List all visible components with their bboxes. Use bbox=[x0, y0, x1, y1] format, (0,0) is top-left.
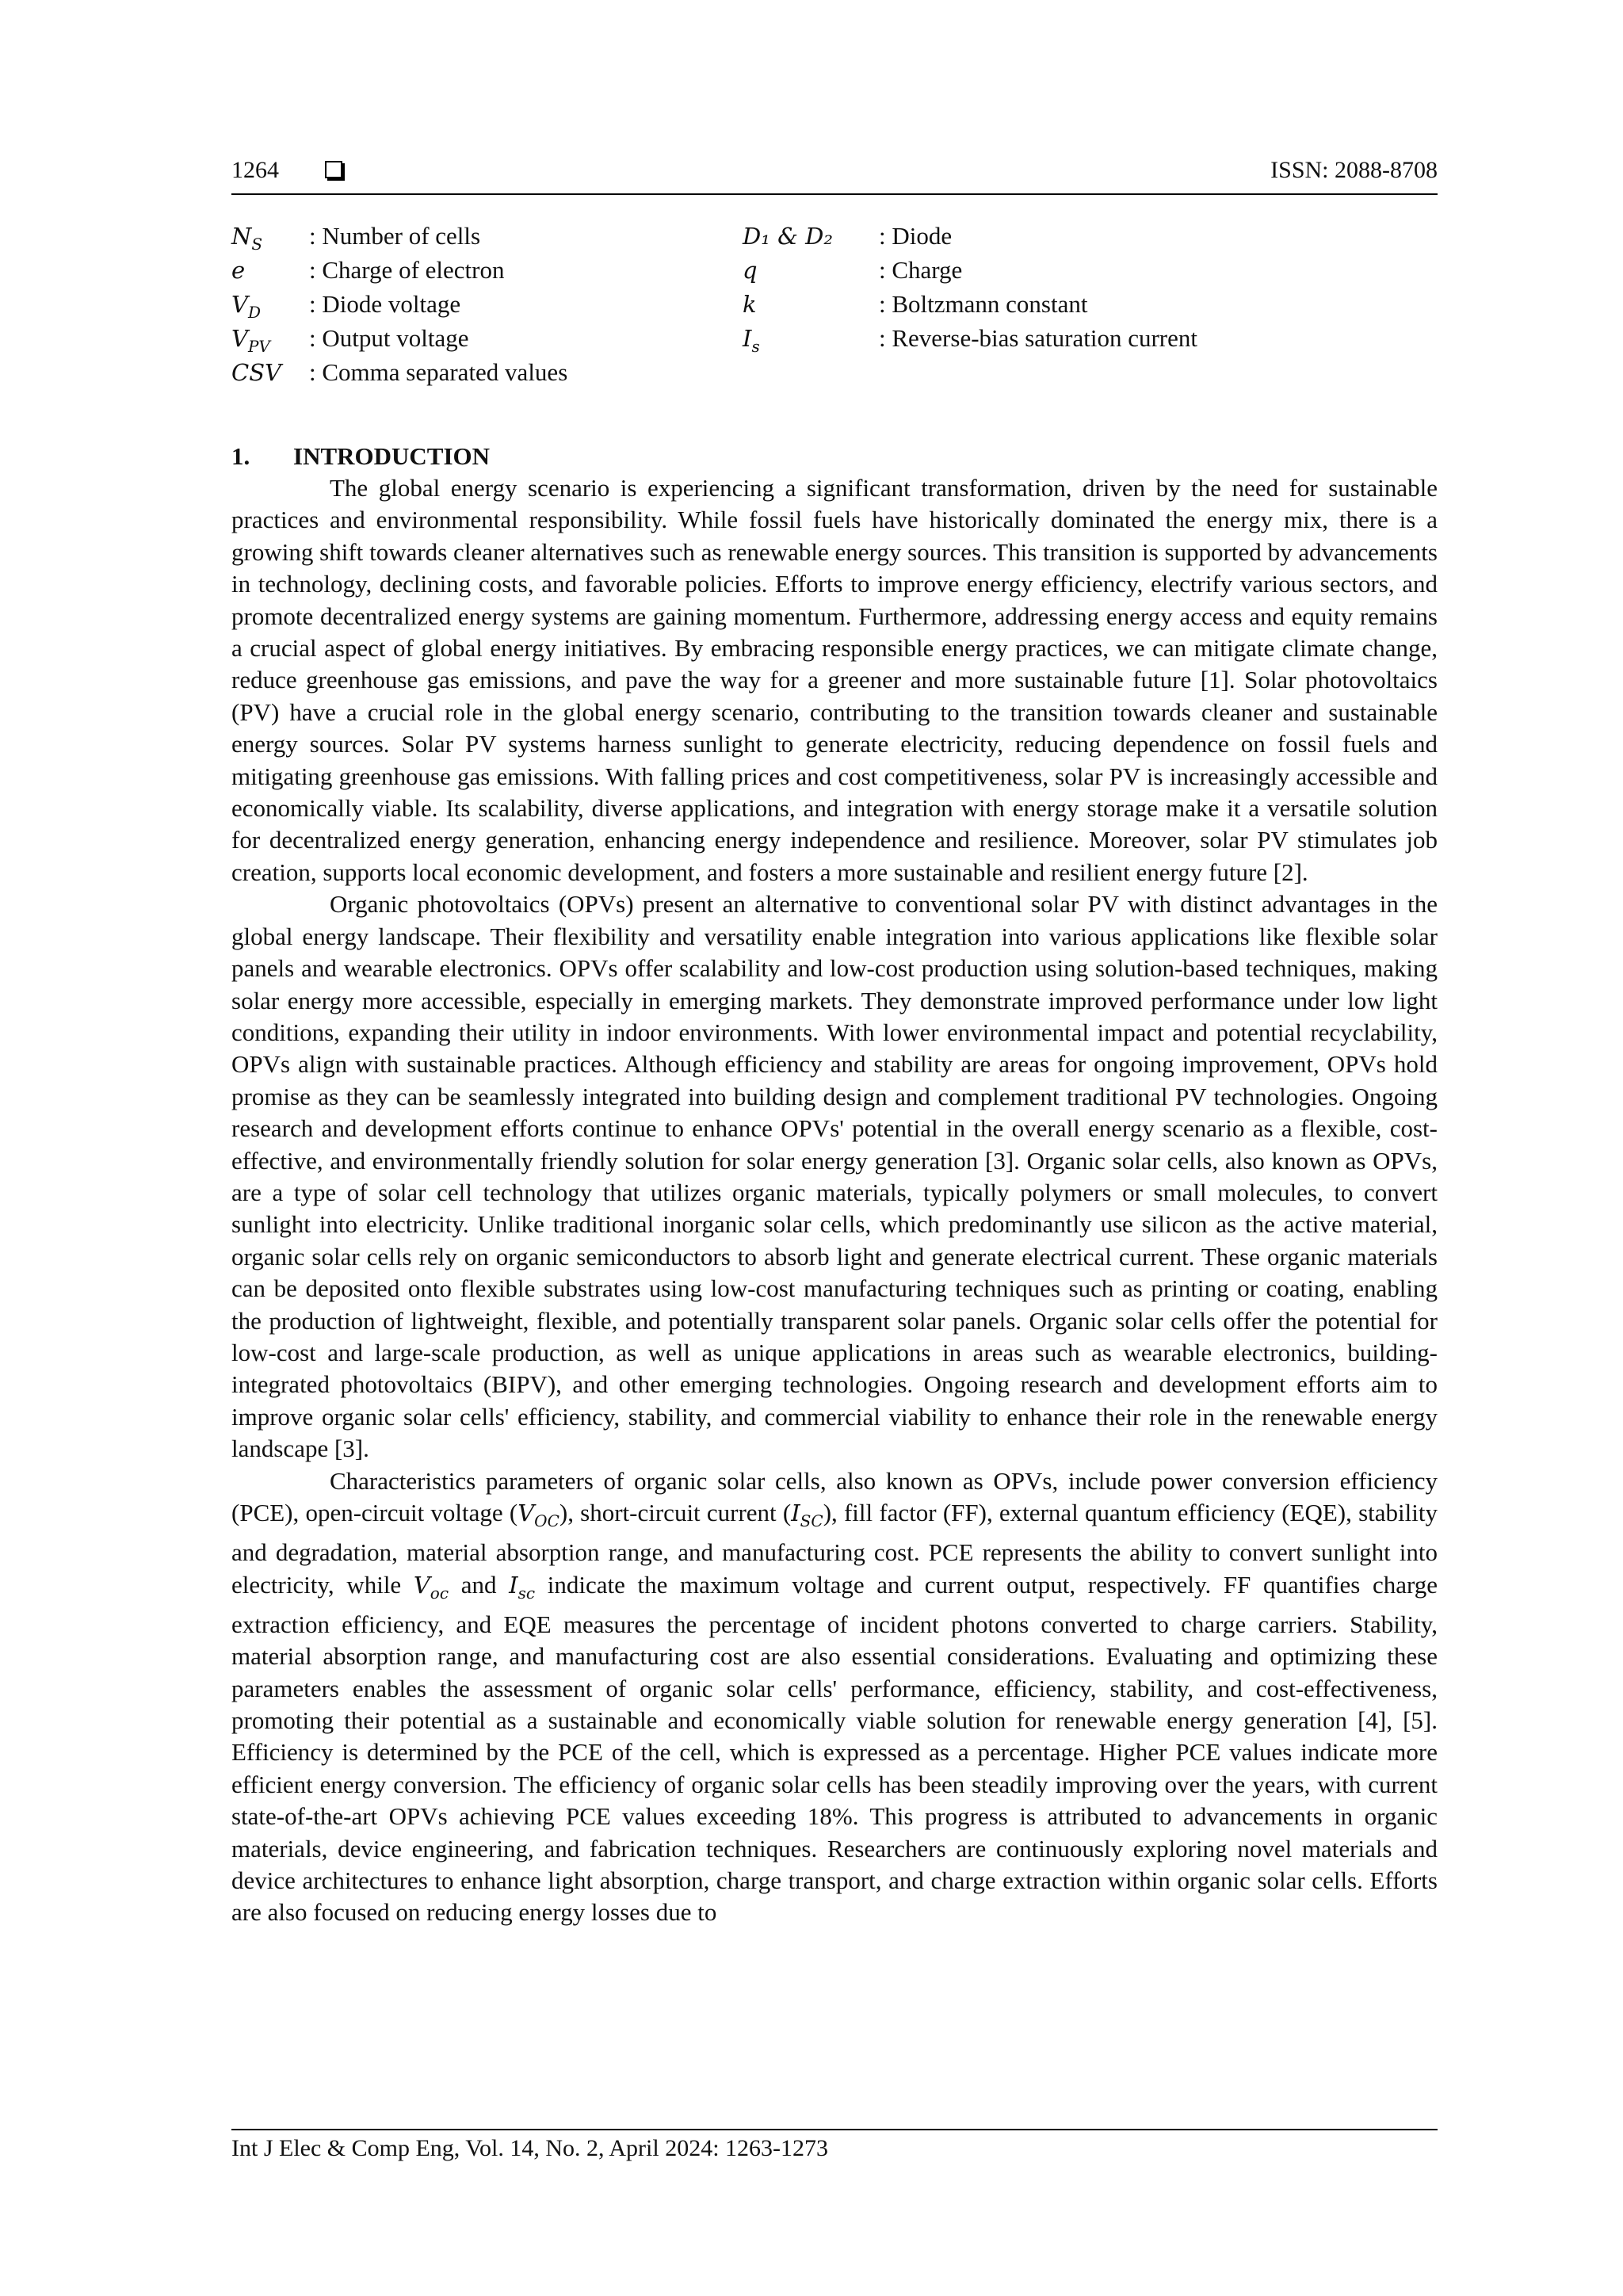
nomenclature-list bbox=[231, 219, 1438, 401]
journal-citation: Int J Elec & Comp Eng, Vol. 14, No. 2, April 2024: 1263-1273 bbox=[231, 2135, 829, 2161]
nomenclature-symbol: $V_{PV}$ bbox=[231, 325, 270, 356]
nomenclature-description: : Diode voltage bbox=[309, 290, 461, 318]
nomenclature-description: : Boltzmann constant bbox=[879, 290, 1088, 318]
math-isc: $I_{sc}$ bbox=[509, 1571, 536, 1603]
math-voc: $V_{OC}$ bbox=[517, 1499, 559, 1530]
body-paragraph: Organic photovoltaics (OPVs) present an alternative to conventional solar PV with distinct advantages in the global energy landscape. Their flexibility and versatility enable integration into various applications like flexible solar panels and wearable electronics. OPVs offer scalability and low-cost production using solution-based techniques, making solar energy more accessible, especially in emerging markets. They demonstrate improved performance under low light conditions, expanding their utility in indoor environments. With lower environmental impact and potential recyclability, OPVs align with sustainable practices. Although efficiency and stability are areas for ongoing improvement, OPVs hold promise as they can be seamlessly integrated into building design and complement traditional PV technologies. Ongoing research and development efforts continue to enhance OPVs' potential in the overall energy scenario as a flexible, cost-effective, and environmentally friendly solution for solar energy generation [3]. Organic solar cells, also known as OPVs, are a type of solar cell technology that utilizes organic materials, typically polymers or small molecules, to convert sunlight into electricity. Unlike traditional inorganic solar cells, which predominantly use silicon as the active material, organic solar cells rely on organic semiconductors to absorb light and generate electrical current. These organic materials can be deposited onto flexible substrates using low-cost manufacturing techniques such as printing or coating, enabling the production of lightweight, flexible, and potentially transparent solar panels. Organic solar cells offer the potential for low-cost and large-scale production, as well as unique applications in areas such as wearable electronics, building-integrated photovoltaics (BIPV), and other emerging technologies. Ongoing research and development efforts aim to improve organic solar cells' efficiency, stability, and commercial viability to enhance their role in the renewable energy landscape [3]. bbox=[231, 890, 1438, 1463]
nomenclature-symbol: k bbox=[743, 291, 757, 318]
nomenclature-symbol: q bbox=[743, 257, 758, 284]
nomenclature-symbol: $I_s$ bbox=[743, 325, 760, 356]
body-paragraph bbox=[231, 1465, 1438, 1929]
nomenclature-symbol: CSV bbox=[231, 359, 281, 386]
running-footer bbox=[231, 2129, 1438, 2162]
math-voc: $V_{oc}$ bbox=[413, 1571, 449, 1603]
issn-label: ISSN: 2088-8708 bbox=[1270, 157, 1438, 183]
section-title: INTRODUCTION bbox=[293, 442, 491, 470]
paragraph-text: Characteristics parameters of organic solar cells, also known as OPVs, include power conversion efficiency (PCE), open-circuit voltage ( bbox=[231, 1466, 1438, 1526]
nomenclature-description: : Charge bbox=[879, 256, 963, 284]
math-isc: $I_{SC}$ bbox=[791, 1499, 823, 1530]
page-number: 1264 bbox=[231, 157, 279, 183]
nomenclature-description: : Reverse-bias saturation current bbox=[879, 324, 1197, 352]
nomenclature-symbol: $V_D$ bbox=[231, 291, 261, 322]
paragraph-text: ), short-circuit current ( bbox=[559, 1499, 792, 1526]
nomenclature-symbol: D₁ & D₂ bbox=[743, 223, 834, 250]
body-paragraph: The global energy scenario is experiencing a significant transformation, driven by the need for sustainable practices and environmental responsibility. While fossil fuels have historically dominated the energy mix, there is a growing shift towards cleaner alternatives such as renewable energy sources. This transition is supported by advancements in technology, declining costs, and favorable policies. Efforts to improve energy efficiency, electrify various sectors, and promote decentralized energy systems are gaining momentum. Furthermore, addressing energy access and equity remains a crucial aspect of global energy initiatives. By embracing responsible energy practices, we can mitigate climate change, reduce greenhouse gas emissions, and pave the way for a greener and more sustainable future [1]. Solar photovoltaics (PV) have a crucial role in the global energy scenario, contributing to the transition towards cleaner and sustainable energy sources. Solar PV systems harness sunlight to generate electricity, reducing dependence on fossil fuels and mitigating greenhouse gas emissions. With falling prices and cost competitiveness, solar PV is increasingly accessible and economically viable. Its scalability, diverse applications, and integration with energy storage make it a versatile solution for decentralized energy generation, enhancing energy independence and resilience. Moreover, solar PV stimulates job creation, supports local economic development, and fosters a more sustainable and resilient energy future [2]. bbox=[231, 474, 1438, 886]
nomenclature-description: : Comma separated values bbox=[309, 358, 568, 386]
paragraph-text: ), fill factor (FF), external quantum efficiency (EQE), stability and degradation, material absorption range, and manufacturing cost. PCE represents the ability to convert sunlight into electricity, while bbox=[231, 1499, 1438, 1599]
page-body bbox=[231, 155, 1438, 1929]
running-header bbox=[231, 155, 1438, 195]
nomenclature-symbol: $N_S$ bbox=[231, 223, 263, 254]
nomenclature-description: : Output voltage bbox=[309, 324, 469, 352]
paragraph-text: and bbox=[449, 1570, 510, 1599]
nomenclature-description: : Charge of electron bbox=[309, 256, 505, 284]
section-heading bbox=[231, 441, 1438, 472]
nomenclature-description: : Diode bbox=[879, 222, 953, 250]
square-box-icon bbox=[325, 161, 342, 178]
paragraph-text: indicate the maximum voltage and current output, respectively. FF quantifies charge extraction efficiency, and EQE measures the percentage of incident photons converted to charge carriers. Stability, material absorption range, and manufacturing cost are also essential considerations. Evaluating and optimizing these parameters enables the assessment of organic solar cells' performance, efficiency, stability, and cost-effectiveness, promoting their potential as a sustainable and economically viable solution for renewable energy generation [4], [5]. Efficiency is determined by the PCE of the cell, which is expressed as a percentage. Higher PCE values indicate more efficient energy conversion. The efficiency of organic solar cells has been steadily improving over the years, with current state-of-the-art OPVs achieving PCE values exceeding 18%. This progress is attributed to advancements in organic materials, device engineering, and fabrication techniques. Researchers are continuously exploring novel materials and device architectures to enhance light absorption, charge transport, and charge extraction within organic solar cells. Efforts are also focused on reducing energy losses due to bbox=[231, 1570, 1438, 1927]
nomenclature-description: : Number of cells bbox=[309, 222, 481, 250]
nomenclature-symbol: e bbox=[231, 257, 246, 284]
section-number: 1. bbox=[231, 442, 250, 470]
